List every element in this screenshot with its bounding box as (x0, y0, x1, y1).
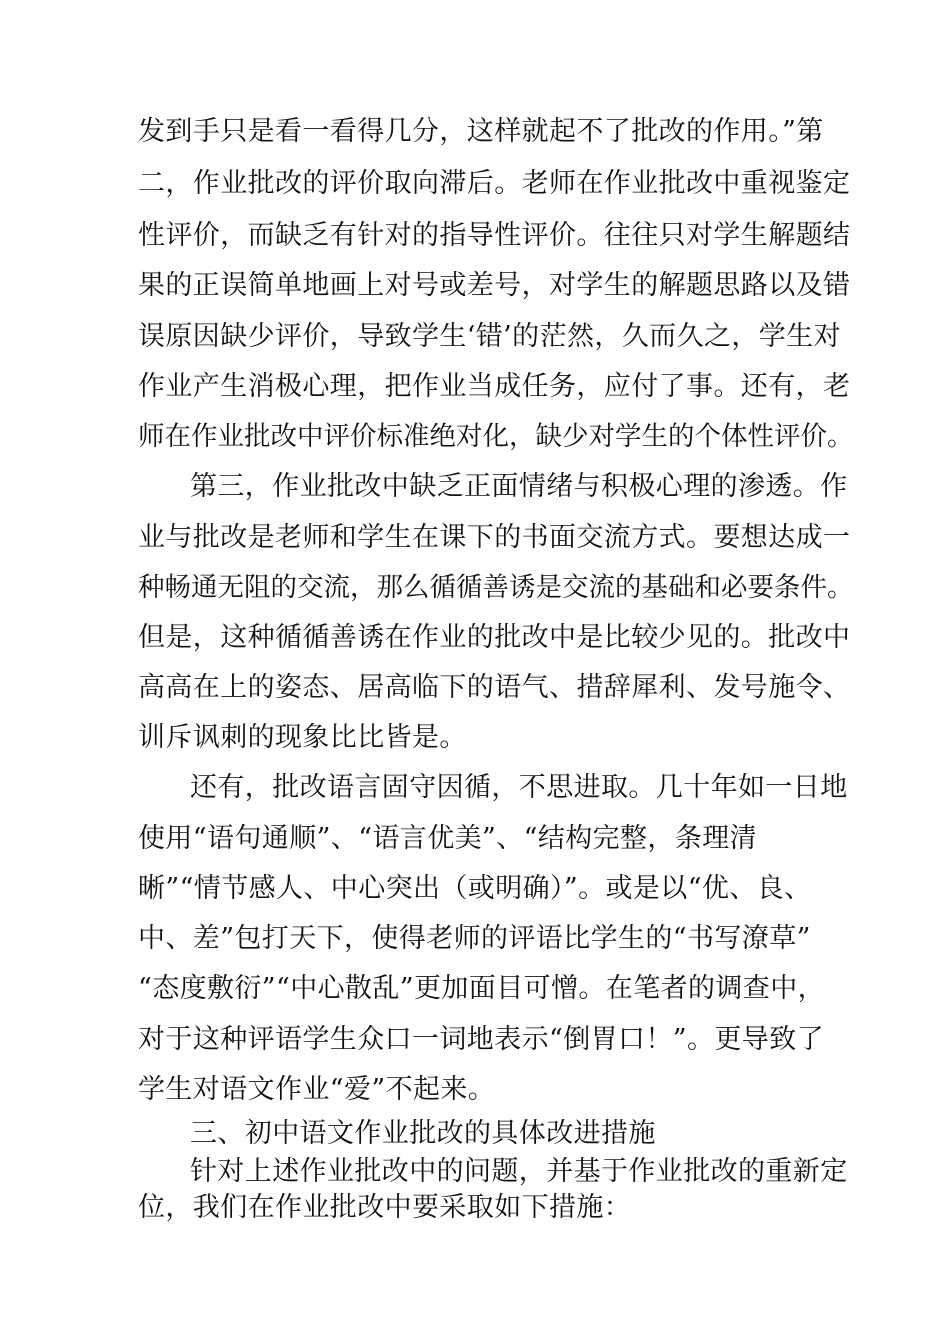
text-line: 高高在上的姿态、居高临下的语气、措辞犀利、发号施令、 (138, 672, 851, 703)
text-line: 晰”“情节感人、中心突出（或明确）”。或是以“优、良、 (138, 873, 812, 904)
text-line: 使用“语句通顺”、“语言优美”、“结构完整，条理清 (138, 823, 758, 854)
text-line: 性评价，而缺乏有针对的指导性评价。往往只对学生解题结 (138, 220, 851, 251)
text-line: 中、差”包打天下，使得老师的评语比学生的“书写潦草” (138, 923, 811, 954)
text-line: 作业产生消极心理，把作业当成任务，应付了事。还有，老 (138, 371, 851, 402)
text-line: 种畅通无阻的交流，那么循循善诱是交流的基础和必要条件。 (138, 572, 854, 603)
section-heading: 三、初中语文作业批改的具体改进措施 (190, 1118, 656, 1149)
text-line: 学生对语文作业“爱”不起来。 (138, 1074, 496, 1105)
paragraph-start-line: 还有，批改语言固守因循，不思进取。几十年如一日地 (190, 772, 848, 803)
text-line: 对于这种评语学生众口一词地表示“倒胃口！”。更导致了 (138, 1024, 825, 1055)
paragraph-start-line: 第三，作业批改中缺乏正面情绪与积极心理的渗透。作 (190, 471, 848, 502)
text-line: 果的正误简单地画上对号或差号，对学生的解题思路以及错 (138, 270, 851, 301)
text-line: 业与批改是老师和学生在课下的书面交流方式。要想达成一 (138, 522, 851, 553)
text-line: 师在作业批改中评价标准绝对化，缺少对学生的个体性评价。 (138, 421, 854, 452)
text-line: 但是，这种循循善诱在作业的批改中是比较少见的。批改中 (138, 622, 851, 653)
text-line: 发到手只是看一看得几分，这样就起不了批改的作用。”第 (138, 116, 824, 147)
text-line: 位，我们在作业批改中要采取如下措施： (138, 1192, 632, 1223)
text-line: 二，作业批改的评价取向滞后。老师在作业批改中重视鉴定 (138, 168, 851, 199)
text-line: 误原因缺少评价，导致学生‘错’的茫然，久而久之，学生对 (138, 321, 841, 352)
text-line: 训斥讽刺的现象比比皆是。 (138, 722, 467, 753)
paragraph-start-line: 针对上述作业批改中的问题，并基于作业批改的重新定 (190, 1156, 848, 1187)
text-line: “态度敷衍”“中心散乱”更加面目可憎。在笔者的调查中， (138, 973, 826, 1004)
